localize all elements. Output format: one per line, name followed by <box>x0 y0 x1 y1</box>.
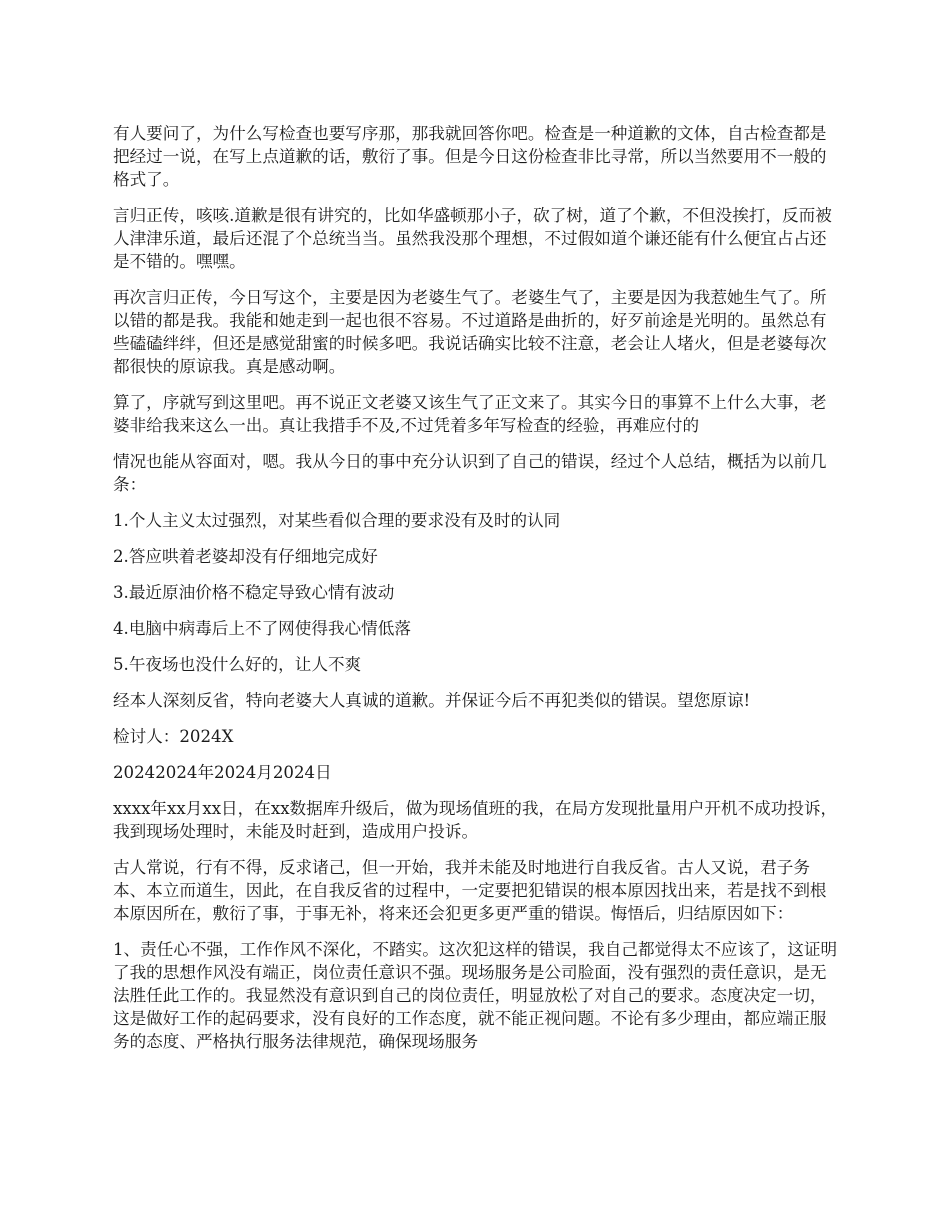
list-item-3: 3.最近原油价格不稳定导致心情有波动 <box>113 583 395 602</box>
list-item-5: 5.午夜场也没什么好的，让人不爽 <box>113 655 362 674</box>
list-item-2: 2.答应哄着老婆却没有仔细地完成好 <box>113 547 378 566</box>
paragraph-preface-4: 算了，序就写到这里吧。再不说正文老婆又该生气了正文来了。其实今日的事算不上什么大事，老婆非给我来这么一出。真让我措手不及,不过凭着多年写检查的经验，再难应付的 <box>113 393 827 435</box>
list-item-4: 4.电脑中病毒后上不了网使得我心情低落 <box>113 619 411 638</box>
paragraph-preface-1: 有人要问了，为什么写检查也要写序那，那我就回答你吧。检查是一种道歉的文体，自古检查都是把经过一说，在写上点道歉的话，敷衍了事。但是今日这份检查非比寻常，所以当然要用不一般的格式了。 <box>113 124 827 189</box>
paragraph-reflection: 古人常说，行有不得，反求诸己，但一开始，我并未能及时地进行自我反省。古人又说，君子务本、本立而道生，因此，在自我反省的过程中，一定要把犯错误的根本原因找出来，若是找不到根本原因所在，敷衍了事，于事无补，将来还会犯更多更严重的错误。悔悟后，归结原因如下： <box>113 858 827 923</box>
paragraph-incident: xxxx年xx月xx日，在xx数据库升级后，做为现场值班的我，在局方发现批量用户开机不成功投诉，我到现场处理时，未能及时赶到，造成用户投诉。 <box>113 799 838 841</box>
paragraph-preface-3: 再次言归正传，今日写这个，主要是因为老婆生气了。老婆生气了，主要是因为我惹她生气了。所以错的都是我。我能和她走到一起也很不容易。不过道路是曲折的，好歹前途是光明的。虽然总有些磕磕绊绊，但还是感觉甜蜜的时候多吧。我说话确实比较不注意，老会让人堵火，但是老婆每次都很快的原谅我。真是感动啊。 <box>113 288 827 376</box>
paragraph-preface-2: 言归正传，咳咳.道歉是很有讲究的，比如华盛顿那小子，砍了树，道了个歉，不但没挨打，反而被人津津乐道，最后还混了个总统当当。虽然我没那个理想，不过假如道个谦还能有什么便宜占占还是不错的。嘿嘿。 <box>113 206 832 271</box>
document-body <box>113 122 841 1066</box>
date-line: 20242024年2024月2024日 <box>113 763 332 782</box>
paragraph-reason-1: 1、责任心不强，工作作风不深化，不踏实。这次犯这样的错误，我自己都觉得太不应该了，这证明了我的思想作风没有端正，岗位责任意识不强。现场服务是公司脸面，没有强烈的责任意识，是无法胜任此工作的。我显然没有意识到自己的岗位责任，明显放松了对自己的要求。态度决定一切，这是做好工作的起码要求，没有良好的工作态度，就不能正视问题。不论有多少理由，都应端正服务的态度、严格执行服务法律规范，确保现场服务 <box>113 940 838 1051</box>
list-item-1: 1.个人主义太过强烈，对某些看似合理的要求没有及时的认同 <box>113 511 561 530</box>
signatory: 检讨人：2024X <box>113 727 234 746</box>
apology-statement: 经本人深刻反省，特向老婆大人真诚的道歉。并保证今后不再犯类似的错误。望您原谅! <box>113 691 751 710</box>
paragraph-summary: 情况也能从容面对，嗯。我从今日的事中充分认识到了自己的错误，经过个人总结，概括为以前几条： <box>113 452 827 494</box>
